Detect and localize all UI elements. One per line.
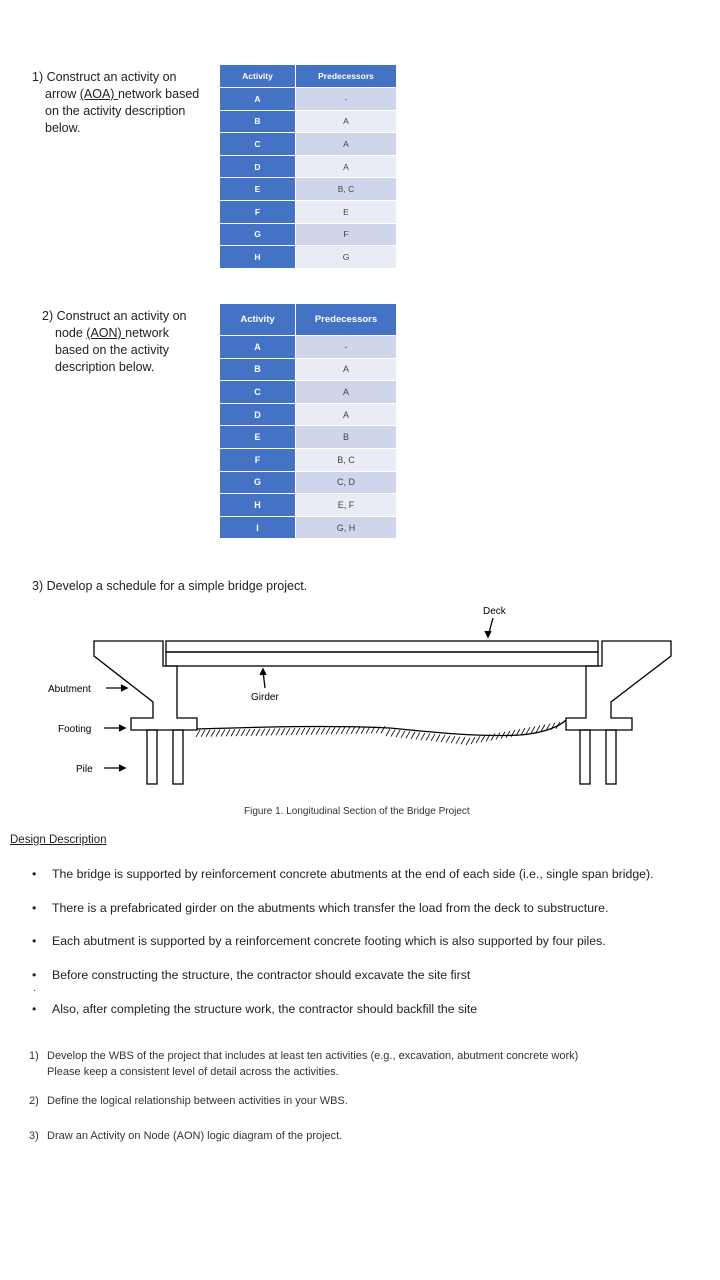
task-item: 1) Develop the WBS of the project that includes at least ten activities (e.g., excavation, abutment concrete work) Please keep a consistent level of detail across the activities. [29, 1050, 579, 1078]
q1-line1: 1) Construct an activity on [32, 70, 177, 84]
q1-line2: arrow (AOA) network based [45, 87, 200, 101]
task-item: 3) Draw an Activity on Node (AON) logic diagram of the project. [29, 1130, 343, 1142]
activity-cell: E [220, 426, 296, 449]
girder [166, 652, 598, 666]
ground-hatch [526, 727, 530, 734]
predecessor-cell: F [296, 223, 397, 246]
ground-hatch [271, 728, 275, 735]
bullet-item: • Also, after completing the structure work, the contractor should backfill the site [32, 1002, 478, 1016]
predecessor-cell: B, C [296, 178, 397, 201]
ground-hatch [456, 737, 460, 744]
activity-cell: D [220, 155, 296, 178]
ground-hatch [476, 736, 480, 743]
ground-hatch [246, 729, 250, 736]
pile [147, 730, 157, 784]
table-2 [219, 303, 397, 539]
ground-hatch [206, 730, 210, 737]
table-row [220, 403, 397, 426]
bullet-item: • The bridge is supported by reinforcement concrete abutments at the end of each side (i.e., single span bridge). [32, 867, 654, 881]
ground-hatch [256, 729, 260, 736]
q1-line4: below. [45, 121, 81, 135]
ground-hatch [301, 728, 305, 735]
table-2-header-activity: Activity [220, 304, 296, 336]
pile [173, 730, 183, 784]
ground-hatch [506, 731, 510, 738]
ground-hatch [251, 729, 255, 736]
table-row [220, 133, 397, 156]
activity-cell: G [220, 471, 296, 494]
activity-cell: F [220, 448, 296, 471]
pile [580, 730, 590, 784]
q2-line2: node (AON) network [55, 326, 169, 340]
activity-cell: G [220, 223, 296, 246]
table-row [220, 88, 397, 111]
ground-hatch [291, 728, 295, 735]
ground-hatch [201, 730, 205, 737]
table-row [220, 223, 397, 246]
ground-hatch [316, 728, 320, 735]
ground-hatch [391, 730, 395, 737]
bullet-item: • Each abutment is supported by a reinforcement concrete footing which is also supported by four piles. [32, 934, 606, 948]
q2-line3: based on the activity [55, 343, 169, 357]
activity-cell: C [220, 133, 296, 156]
question-2 [42, 308, 217, 376]
ground-hatch [446, 736, 450, 743]
ground-hatch [346, 727, 350, 734]
activity-cell: B [220, 358, 296, 381]
abutment-label: Abutment [48, 684, 91, 695]
ground-hatch [451, 736, 455, 743]
ground-hatch [281, 728, 285, 735]
task-list [29, 1048, 709, 1148]
deck [166, 641, 598, 652]
pile-label: Pile [76, 764, 93, 775]
predecessor-cell: B, C [296, 448, 397, 471]
table-row [220, 516, 397, 539]
q2-line1: 2) Construct an activity on [42, 309, 187, 323]
predecessor-cell: A [296, 403, 397, 426]
table-2-header-predecessors: Predecessors [296, 304, 397, 336]
ground-hatch [406, 731, 410, 738]
predecessor-cell: A [296, 133, 397, 156]
ground-hatch [336, 727, 340, 734]
predecessor-cell: E [296, 200, 397, 223]
ground-hatch [276, 728, 280, 735]
design-description-heading: Design Description [10, 834, 107, 846]
activity-cell: A [220, 88, 296, 111]
ground-hatch [221, 729, 225, 736]
ground-hatch [331, 727, 335, 734]
figure-caption: Figure 1. Longitudinal Section of the Bridge Project [244, 806, 470, 817]
predecessor-cell: - [296, 88, 397, 111]
activity-cell: B [220, 110, 296, 133]
ground-hatch [416, 732, 420, 739]
ground-hatch [436, 735, 440, 742]
activity-cell: D [220, 403, 296, 426]
design-bullets [32, 866, 712, 1035]
table-row [220, 358, 397, 381]
table-row [220, 200, 397, 223]
ground-hatch [386, 729, 390, 736]
predecessor-cell: B [296, 426, 397, 449]
ground-hatch [461, 737, 465, 744]
predecessor-cell: G [296, 246, 397, 269]
ground-hatch [551, 723, 555, 730]
ground-hatch [431, 734, 435, 741]
predecessor-cell: A [296, 381, 397, 404]
ground-hatch [491, 734, 495, 741]
activity-cell: F [220, 200, 296, 223]
ground-hatch [531, 726, 535, 733]
ground-hatch [226, 729, 230, 736]
left-abutment [94, 641, 197, 730]
activity-cell: C [220, 381, 296, 404]
ground-hatch [536, 725, 540, 732]
ground-hatch [421, 733, 425, 740]
table-row [220, 448, 397, 471]
bullet-item: • Before constructing the structure, the contractor should excavate the site first · [32, 968, 471, 996]
predecessor-cell: A [296, 155, 397, 178]
ground-hatch [261, 729, 265, 736]
right-abutment [566, 641, 671, 730]
question-1 [32, 69, 217, 137]
ground-hatch [466, 738, 470, 745]
table-1-header-activity: Activity [220, 65, 296, 88]
task-item: 2) Define the logical relationship between activities in your WBS. [29, 1095, 348, 1107]
ground-hatch [481, 735, 485, 742]
q1-line3: on the activity description [45, 104, 186, 118]
activity-cell: H [220, 494, 296, 517]
ground-hatch [326, 727, 330, 734]
table-row [220, 155, 397, 178]
q2-line4: description below. [55, 360, 155, 374]
ground-hatch [426, 733, 430, 740]
table-row [220, 426, 397, 449]
ground-hatch [236, 729, 240, 736]
ground-hatch [471, 737, 475, 744]
question-3-title: 3) Develop a schedule for a simple bridge project. [32, 579, 308, 593]
ground-hatch [231, 729, 235, 736]
ground-hatch [211, 730, 215, 737]
ground-hatch [241, 729, 245, 736]
ground-hatch [196, 730, 200, 737]
bullet-item: • There is a prefabricated girder on the abutments which transfer the load from the deck to substructure. [32, 901, 609, 915]
deck-label: Deck [483, 606, 506, 617]
predecessor-cell: - [296, 336, 397, 359]
table-row [220, 471, 397, 494]
table-row [220, 110, 397, 133]
girder-label: Girder [251, 692, 279, 703]
ground-hatch [286, 728, 290, 735]
pile [606, 730, 616, 784]
ground-hatch [216, 730, 220, 737]
ground-hatch [306, 728, 310, 735]
predecessor-cell: A [296, 358, 397, 381]
ground-hatch [411, 732, 415, 739]
ground-hatch [321, 727, 325, 734]
ground-hatch [401, 731, 405, 738]
ground-hatch [396, 730, 400, 737]
table-row [220, 178, 397, 201]
ground-hatch [266, 729, 270, 736]
ground-hatch [441, 735, 445, 742]
predecessor-cell: E, F [296, 494, 397, 517]
activity-cell: H [220, 246, 296, 269]
activity-cell: I [220, 516, 296, 539]
predecessor-cell: C, D [296, 471, 397, 494]
footing-label: Footing [58, 724, 92, 735]
ground-hatch [351, 727, 355, 734]
predecessor-cell: G, H [296, 516, 397, 539]
ground-hatch [341, 727, 345, 734]
activity-cell: A [220, 336, 296, 359]
table-row [220, 494, 397, 517]
table-row [220, 381, 397, 404]
ground-hatch [296, 728, 300, 735]
predecessor-cell: A [296, 110, 397, 133]
table-1 [219, 64, 397, 269]
table-1-header-predecessors: Predecessors [296, 65, 397, 88]
activity-cell: E [220, 178, 296, 201]
ground-hatch [311, 728, 315, 735]
bridge-section-figure [0, 595, 720, 800]
table-row [220, 246, 397, 269]
ground-hatch [356, 727, 360, 734]
table-row [220, 336, 397, 359]
